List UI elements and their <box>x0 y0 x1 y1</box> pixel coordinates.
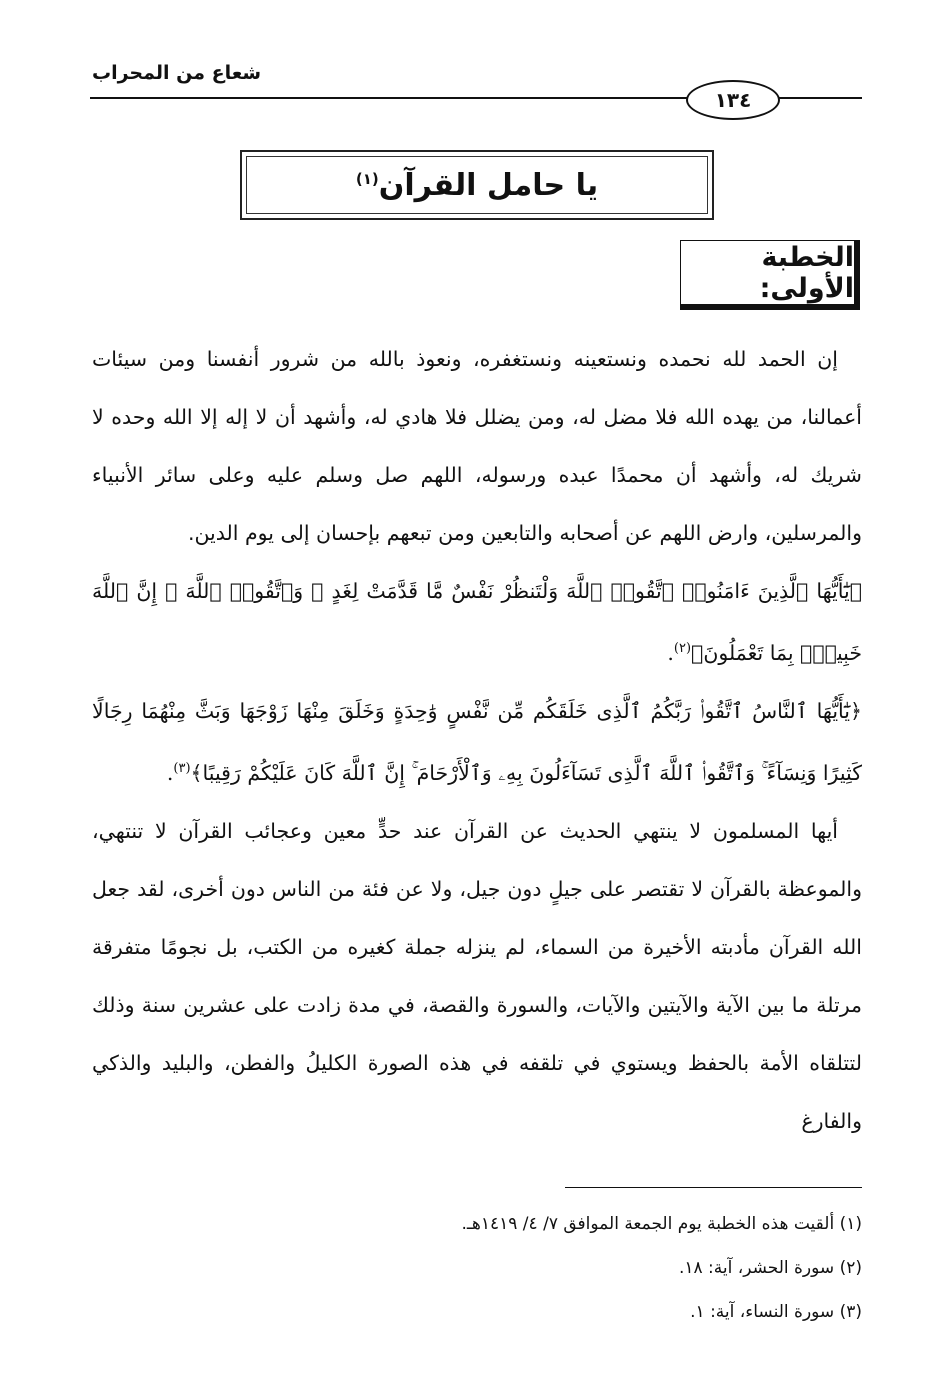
page-number: ١٣٤ <box>686 80 780 120</box>
footnote-ref-1: (١) <box>355 169 379 188</box>
footnote-2: (٢) سورة الحشر، آية: ١٨. <box>678 1258 862 1278</box>
section-label-frame <box>680 240 860 310</box>
footnote-rule <box>565 1187 862 1188</box>
quran-verse-2: ﴿يَٰٓأَيُّهَا ٱلنَّاسُ ٱتَّقُوا۟ رَبَّكُمُ ٱلَّذِى خَلَقَكُم مِّن نَّفْسٍ وَٰحِدَةٍ وَخَلَقَ مِنْهَا زَوْجَهَا وَبَثَّ مِنْهُمَا رِجَالًا كَثِيرًا وَنِسَآءً ۚ وَٱتَّقُوا۟ ٱللَّهَ ٱلَّذِى تَسَآءَلُونَ بِهِۦ وَٱلْأَرْحَامَ ۚ إِنَّ ٱللَّهَ كَانَ عَلَيْكُمْ رَقِيبًا﴾$^{(٣)}$. <box>92 698 862 785</box>
running-header-title: شعاع من المحراب <box>92 62 262 84</box>
chapter-title <box>356 168 598 203</box>
opening-paragraph: إن الحمد لله نحمده ونستعينه ونستغفره، ونعوذ بالله من شرور أنفسنا ومن سيئات أعمالنا، من يهده الله فلا مضل له، ومن يضلل فلا هادي له، وأشهد أن لا إله إلا الله وحده لا شريك له، وأشهد أن محمدًا عبده ورسوله، اللهم صل وسلم عليه وعلى سائر الأنبياء والمرسلين، وارض اللهم عن أصحابه والتابعين ومن تبعهم بإحسان إلى يوم الدين. <box>92 347 862 545</box>
section-label: الخطبة الأولى: <box>759 241 854 304</box>
footnote-3: (٣) سورة النساء، آية: ١. <box>690 1302 862 1322</box>
chapter-title-text: يا حامل القرآن <box>378 167 599 203</box>
verse-2-text: ﴿يَٰٓأَيُّهَا ٱلنَّاسُ ٱتَّقُوا۟ رَبَّكُمُ ٱلَّذِى خَلَقَكُم مِّن نَّفْسٍ وَٰحِدَةٍ وَخَلَقَ مِنْهَا زَوْجَهَا وَبَثَّ مِنْهُمَا رِجَالًا كَثِيرًا وَنِسَآءً ۚ وَٱتَّقُوا۟ ٱللَّهَ ٱلَّذِى تَسَآءَلُونَ بِهِۦ وَٱلْأَرْحَامَ ۚ إِنَّ ٱللَّهَ كَانَ عَلَيْكُمْ رَقِيبًا﴾ <box>92 698 862 785</box>
chapter-title-frame <box>240 150 714 220</box>
body-text <box>92 330 862 1150</box>
verse-1-text: ﴿يَٰٓأَيُّهَا ٱلَّذِينَ ءَامَنُوا۟ ٱتَّقُوا۟ ٱللَّهَ وَلْتَنظُرْ نَفْسٌ مَّا قَدَّمَتْ لِغَدٍ ۖ وَٱتَّقُوا۟ ٱللَّهَ ۚ إِنَّ ٱللَّهَ خَبِيرٌۢ بِمَا تَعْمَلُونَ﴾ <box>92 579 862 665</box>
footnote-1: (١) ألقيت هذه الخطبة يوم الجمعة الموافق ٧/ ٤/ ١٤١٩هـ. <box>461 1214 862 1234</box>
main-paragraph: أيها المسلمون لا ينتهي الحديث عن القرآن عند حدٍّ معين وعجائب القرآن لا تنتهي، والموعظة بالقرآن لا تقتصر على جيلٍ دون جيل، ولا عن فئة من الناس دون أخرى، لقد جعل الله القرآن مأدبته الأخيرة من السماء، لم ينزله جملة كغيره من الكتب، بل نجومًا متفرقة مرتلة ما بين الآية والآيتين والآيات، والسورة والقصة، في مدة زادت على عشرين سنة وذلك لتتلقاه الأمة بالحفظ ويستوي في تلقفه في هذه الصورة الكليلُ والفطن، والبليد والذكي والفارغ <box>92 818 862 1133</box>
quran-verse-1: ﴿يَٰٓأَيُّهَا ٱلَّذِينَ ءَامَنُوا۟ ٱتَّقُوا۟ ٱللَّهَ وَلْتَنظُرْ نَفْسٌ مَّا قَدَّمَتْ لِغَدٍ ۖ وَٱتَّقُوا۟ ٱللَّهَ ۚ إِنَّ ٱللَّهَ خَبِيرٌۢ بِمَا تَعْمَلُونَ﴾$^{(٢)}$. <box>92 579 862 665</box>
footnote-ref-2: (٢) <box>673 641 692 656</box>
footnotes <box>92 1202 862 1334</box>
footnote-ref-3: (٣) <box>173 760 191 776</box>
